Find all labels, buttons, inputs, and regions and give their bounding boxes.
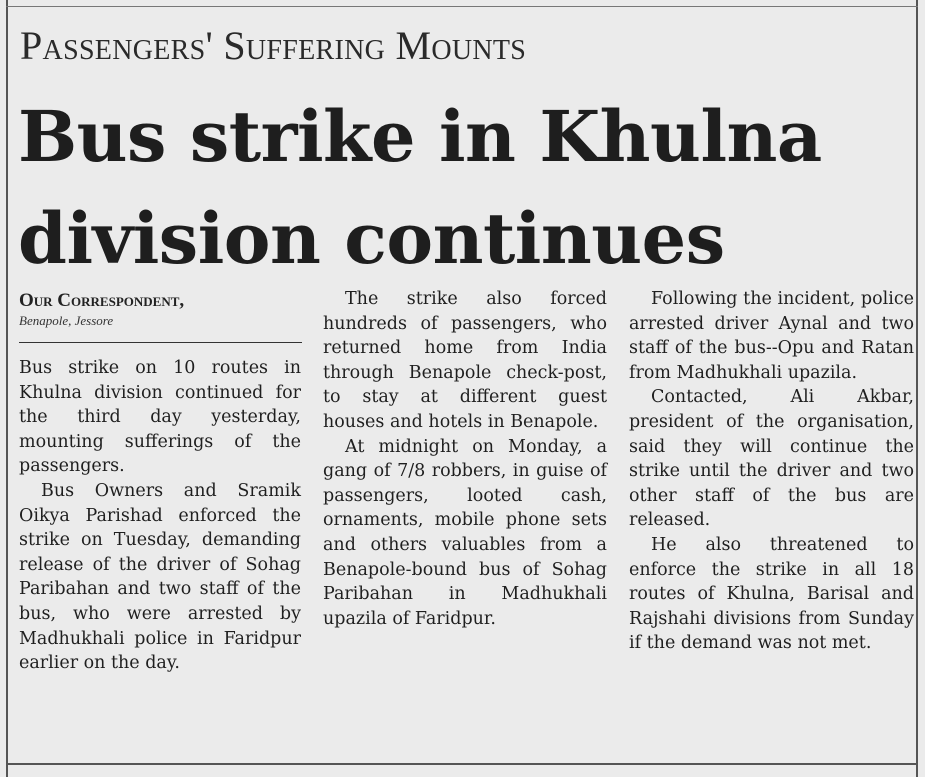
top-rule [6, 6, 918, 7]
article-paragraph: The strike also forced hundreds of passengers, who returned home from India through Benapole check-post, to stay at different guest houses and hotels in Benapole. [323, 289, 607, 432]
article-column-1 [19, 356, 301, 676]
article-paragraph: At midnight on Monday, a gang of 7/8 robbers, in guise of passengers, looted cash, ornaments, mobile phone sets and others valuables from a Benapole-bound bus of Sohag Paribahan in Madhukhali upazila of Faridpur. [323, 436, 607, 629]
article-paragraph: Contacted, Ali Akbar, president of the organisation, said they will continue the strike until the driver and two other staff of the bus are released. [629, 387, 914, 531]
bottom-rule [6, 763, 918, 765]
kicker: Passengers' Suffering Mounts [20, 23, 527, 68]
article-paragraph: Bus Owners and Sramik Oikya Parishad enforced the strike on Tuesday, demanding release of the driver of Sohag Paribahan and two staff of the bus, who were arrested by Madhukhali police in Faridpur earlier on the day. [19, 480, 301, 674]
article-paragraph: Following the incident, police arrested driver Aynal and two staff of the bus--Opu and Ratan from Madhukhali upazila. [629, 289, 914, 383]
right-column-rule [916, 0, 918, 777]
article-column-3 [629, 287, 914, 656]
byline-dateline: Benapole, Jessore [19, 313, 114, 328]
headline: Bus strike in Khulna division continues [18, 95, 822, 280]
byline-divider [19, 342, 302, 343]
article-column-2 [323, 287, 607, 631]
byline [19, 290, 309, 329]
left-column-rule [6, 0, 8, 777]
byline-name: Our Correspondent, [19, 290, 185, 311]
article-paragraph: Bus strike on 10 routes in Khulna division continued for the third day yesterday, mounting sufferings of the passengers. [19, 358, 301, 477]
article-paragraph: He also threatened to enforce the strike in all 18 routes of Khulna, Barisal and Rajshahi divisions from Sunday if the demand was not met. [629, 534, 914, 654]
